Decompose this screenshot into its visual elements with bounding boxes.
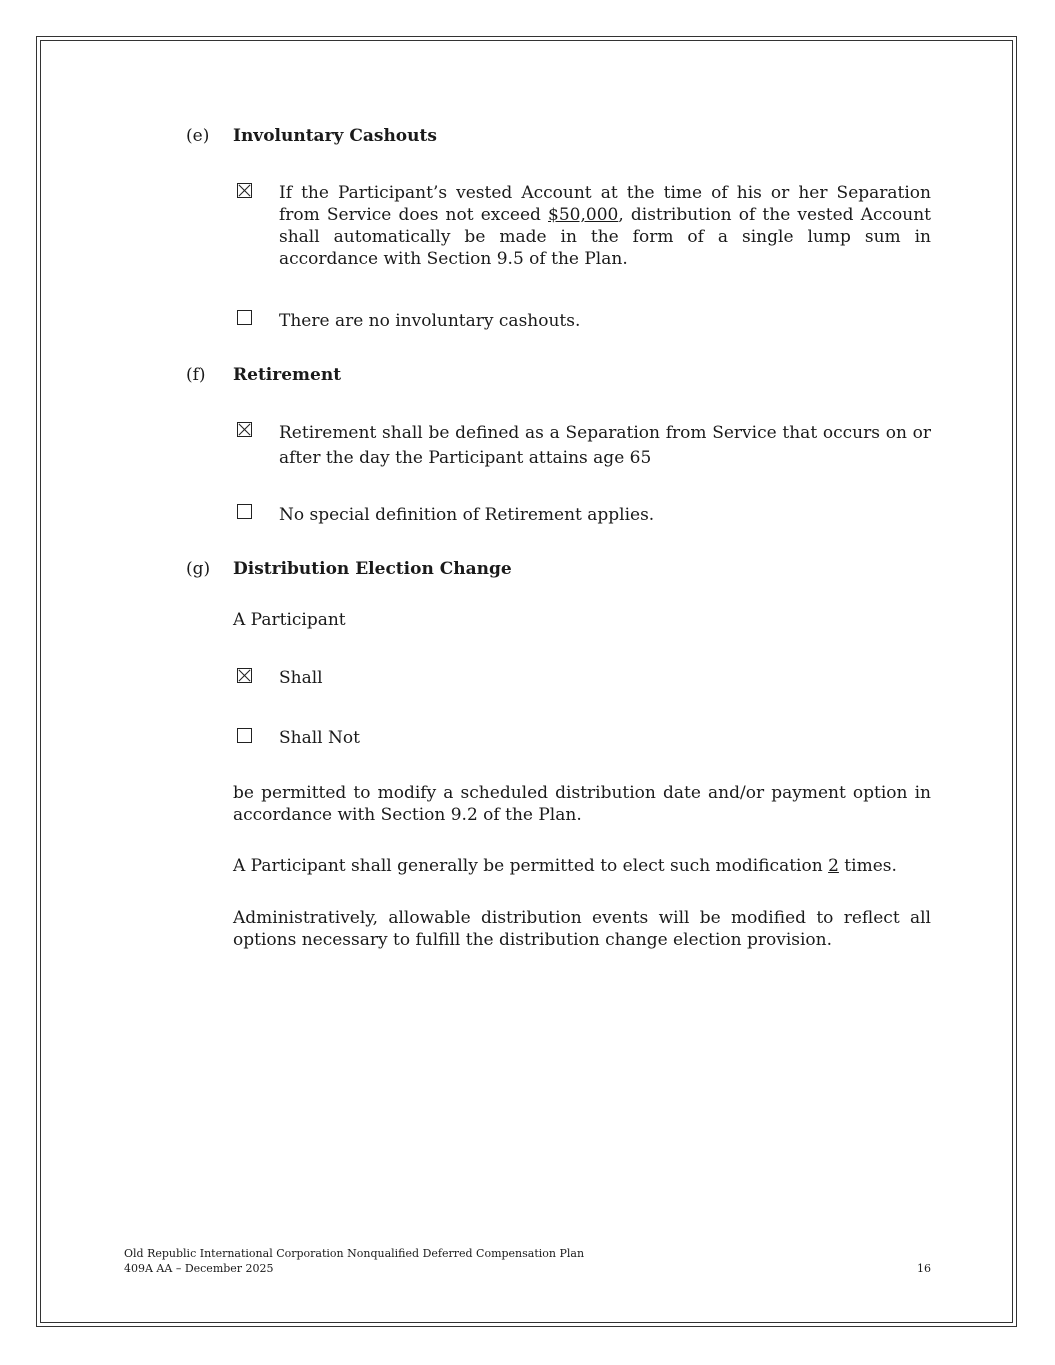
- section-g-option1-checkbox[interactable]: [237, 668, 252, 683]
- section-f-option2-checkbox[interactable]: [237, 504, 252, 519]
- section-g-option2-text: Shall Not: [279, 728, 360, 748]
- footer-plan-name: Old Republic International Corporation Nonqualified Deferred Compensation Plan: [124, 1247, 585, 1260]
- section-e-option2-text: There are no involuntary cashouts.: [279, 311, 581, 331]
- section-g-option2-checkbox[interactable]: [237, 728, 252, 743]
- section-f-option1-text: Retirement shall be defined as a Separation from Service that occurs on or after the day the Participant attains age 65: [279, 423, 931, 468]
- section-g-heading: Distribution Election Change: [233, 559, 512, 579]
- page-number: 16: [917, 1262, 931, 1275]
- section-g-option1-text: Shall: [279, 668, 323, 688]
- section-e-option2-checkbox[interactable]: [237, 310, 252, 325]
- section-e-heading: Involuntary Cashouts: [233, 126, 437, 146]
- section-e-option1-checkbox[interactable]: [237, 183, 252, 198]
- section-g-para1: be permitted to modify a scheduled distribution date and/or payment option in accordance with Section 9.2 of the Plan.: [233, 783, 931, 825]
- cashout-amount: $50,000: [548, 205, 619, 225]
- section-g-letter: (g): [186, 559, 211, 579]
- section-g-para2-after: times.: [838, 856, 897, 876]
- section-f-heading: Retirement: [233, 365, 342, 385]
- modification-count: 2: [828, 856, 839, 876]
- checked-x-icon: [238, 423, 251, 436]
- section-e-option1-text: [279, 182, 931, 270]
- section-e-option1-text-before: If the Participant’s vested Account at the time of his or her Separation from Service does not exceed: [279, 183, 931, 225]
- section-f-option2-text: No special definition of Retirement applies.: [279, 505, 655, 525]
- section-g-para2-before: A Participant shall generally be permitted to elect such modification: [233, 856, 829, 876]
- section-f-letter: (f): [186, 365, 206, 385]
- footer-document-date: 409A AA – December 2025: [124, 1262, 274, 1275]
- section-g-para2: [233, 855, 931, 877]
- section-e-letter: (e): [186, 126, 210, 146]
- checked-x-icon: [238, 184, 251, 197]
- section-g-para3: Administratively, allowable distribution events will be modified to reflect all options necessary to fulfill the distribution change election provision.: [233, 908, 931, 950]
- section-g-intro: A Participant: [233, 610, 346, 630]
- checked-x-icon: [238, 669, 251, 682]
- section-f-option1-checkbox[interactable]: [237, 422, 252, 437]
- section-e-option1-text-after: , distribution of the vested Account shall automatically be made in the form of a single lump sum in accordance with Section 9.5 of the Plan.: [279, 205, 931, 269]
